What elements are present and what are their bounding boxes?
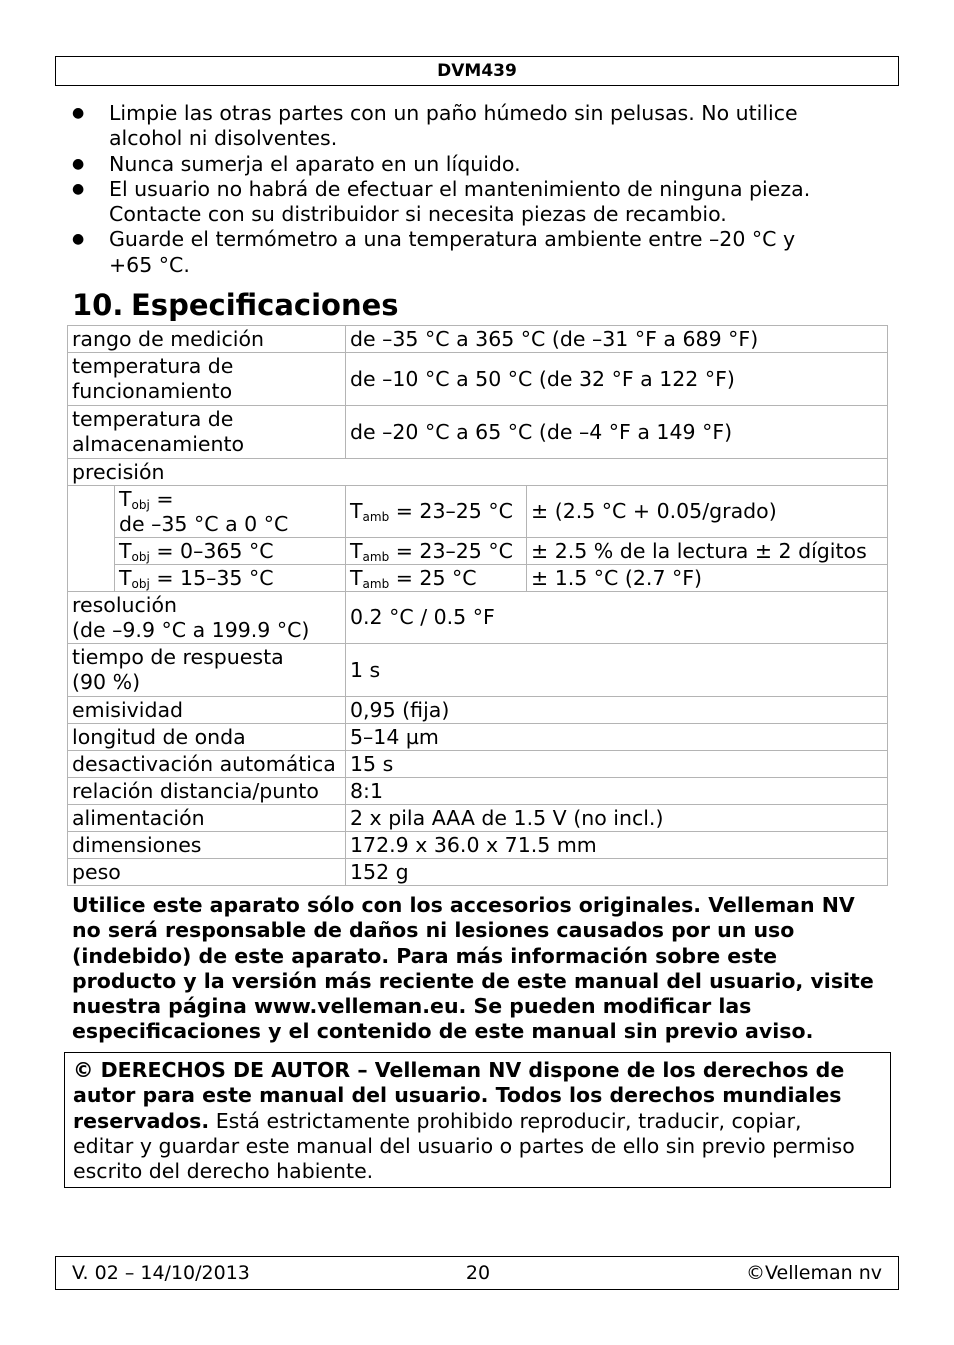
note-line: no será responsable de daños ni lesiones causados por un uso (72, 918, 795, 943)
t-symbol: T (119, 486, 132, 511)
version-date: V. 02 – 14/10/2013 (72, 1262, 250, 1284)
table-row (68, 538, 888, 565)
condition-text: = 23–25 °C (389, 538, 513, 563)
spec-value: 2 x pila AAA de 1.5 V (no incl.) (346, 805, 888, 832)
condition-text: = 0–365 °C (149, 538, 274, 563)
spec-value: 15 s (346, 751, 888, 778)
list-item-line: El usuario no habrá de efectuar el mantenimiento de ninguna pieza. (109, 176, 811, 201)
spec-value: de –10 °C a 50 °C (de 32 °F a 122 °F) (346, 353, 888, 406)
spec-label: desactivación automática (68, 751, 346, 778)
spec-label (68, 644, 346, 697)
bullet-icon: ● (72, 231, 85, 248)
spec-value: de –20 °C a 65 °C (de –4 °F a 149 °F) (346, 406, 888, 459)
spec-label: rango de medición (68, 326, 346, 353)
table-row (68, 832, 888, 859)
precision-condition (115, 486, 346, 538)
condition-text: = 25 °C (389, 565, 477, 590)
copyright-line: editar y guardar este manual del usuario o partes de ello sin previo permiso (73, 1133, 855, 1158)
accuracy-value: ± 2.5 % de la lectura ± 2 dígitos (527, 538, 888, 565)
spec-label: emisividad (68, 697, 346, 724)
list-item-line: Contacte con su distribuidor si necesita piezas de recambio. (109, 202, 727, 227)
spec-label-line: funcionamiento (72, 379, 233, 403)
spec-label-line: temperatura de (72, 407, 234, 431)
spec-value: de –35 °C a 365 °C (de –31 °F a 689 °F) (346, 326, 888, 353)
list-item-line: Guarde el termómetro a una temperatura ambiente entre –20 °C y (109, 227, 796, 252)
spec-value: 0,95 (fija) (346, 697, 888, 724)
table-row (68, 326, 888, 353)
spec-value: 172.9 x 36.0 x 71.5 mm (346, 832, 888, 859)
t-symbol: T (119, 565, 132, 590)
copyright-line: autor para este manual del usuario. Todos los derechos mundiales (73, 1083, 842, 1108)
bullet-icon: ● (72, 180, 85, 197)
condition-text: = (149, 486, 174, 511)
list-item (72, 227, 852, 278)
spec-label-line: tiempo de respuesta (72, 645, 284, 669)
table-row (68, 778, 888, 805)
spec-label (68, 406, 346, 459)
table-row (68, 644, 888, 697)
condition-text: = 15–35 °C (149, 565, 274, 590)
table-row (68, 406, 888, 459)
section-title: Especificaciones (131, 288, 399, 322)
t-subscript: amb (362, 576, 390, 591)
copyright-line: reservados. (73, 1108, 210, 1133)
t-symbol: T (350, 565, 363, 590)
note-line: producto y la versión más reciente de este manual del usuario, visite (72, 968, 874, 993)
ambient-condition (346, 538, 527, 565)
spec-label (68, 592, 346, 644)
section-heading (72, 285, 399, 325)
list-item-line: Limpie las otras partes con un paño húmedo sin pelusas. No utilice (109, 101, 798, 125)
ambient-condition (346, 486, 527, 538)
t-subscript: obj (131, 549, 150, 564)
t-symbol: T (350, 499, 363, 523)
spec-label: longitud de onda (68, 724, 346, 751)
specifications-table (67, 325, 888, 886)
page-number: 20 (465, 1262, 491, 1284)
note-line: Utilice este aparato sólo con los accesorios originales. Velleman NV (72, 893, 855, 917)
precision-condition (115, 538, 346, 565)
list-item (72, 177, 852, 228)
indent-cell (68, 486, 115, 538)
spec-value: 152 g (346, 859, 888, 886)
spec-label-line: resolución (72, 592, 178, 617)
spec-label: dimensiones (68, 832, 346, 859)
condition-text: de –35 °C a 0 °C (119, 511, 289, 536)
table-row (68, 565, 888, 592)
t-subscript: obj (131, 497, 150, 512)
copyright-line: escrito del derecho habiente. (73, 1159, 374, 1184)
spec-label-line: almacenamiento (72, 432, 245, 456)
accuracy-value: ± (2.5 °C + 0.05/grado) (527, 486, 888, 538)
list-item (72, 152, 852, 177)
t-symbol: T (119, 538, 132, 563)
note-line: especificaciones y el contenido de este manual sin previo aviso. (72, 1019, 814, 1044)
indent-cell (68, 538, 115, 565)
list-item-line: alcohol ni disolventes. (109, 126, 338, 151)
copyright-line: Está estrictamente prohibido reproducir, traducir, copiar, (209, 1108, 802, 1133)
page-header (55, 56, 899, 86)
brand-copyright: ©Velleman nv (746, 1262, 882, 1284)
maintenance-list (72, 101, 852, 278)
table-row (68, 459, 888, 486)
table-row (68, 805, 888, 832)
spec-label-line: temperatura de (72, 354, 234, 378)
copyright-notice (64, 1052, 891, 1188)
ambient-condition (346, 565, 527, 592)
note-line: (indebido) de este aparato. Para más información sobre este (72, 943, 778, 968)
t-subscript: amb (362, 510, 390, 524)
spec-label (68, 353, 346, 406)
page-footer (55, 1256, 899, 1290)
spec-value: 5–14 µm (346, 724, 888, 751)
spec-label: relación distancia/punto (68, 778, 346, 805)
t-subscript: obj (131, 576, 150, 591)
spec-value: 1 s (346, 644, 888, 697)
table-row (68, 859, 888, 886)
table-row (68, 697, 888, 724)
copyright-line: © DERECHOS DE AUTOR – Velleman NV dispone de los derechos de (73, 1058, 845, 1082)
spec-label: alimentación (68, 805, 346, 832)
t-symbol: T (350, 538, 363, 563)
table-row (68, 751, 888, 778)
spec-value: 8:1 (346, 778, 888, 805)
accuracy-value: ± 1.5 °C (2.7 °F) (527, 565, 888, 592)
spec-value: 0.2 °C / 0.5 °F (346, 592, 888, 644)
list-item-line: Nunca sumerja el aparato en un líquido. (109, 151, 521, 176)
table-row (68, 353, 888, 406)
usage-note (72, 893, 892, 1045)
spec-label-line: (90 %) (72, 670, 141, 694)
note-line: nuestra página www.velleman.eu. Se pueden modificar las (72, 994, 752, 1019)
list-item-line: +65 °C. (109, 252, 190, 277)
bullet-icon: ● (72, 155, 85, 172)
precision-condition (115, 565, 346, 592)
bullet-icon: ● (72, 105, 85, 121)
list-item (72, 101, 852, 152)
t-subscript: amb (362, 549, 390, 564)
spec-label: peso (68, 859, 346, 886)
condition-text: = 23–25 °C (389, 499, 513, 523)
indent-cell (68, 565, 115, 592)
spec-label-line: (de –9.9 °C a 199.9 °C) (72, 617, 310, 642)
spec-label: precisión (68, 459, 888, 486)
table-row (68, 724, 888, 751)
model-name: DVM439 (437, 61, 517, 81)
table-row (68, 486, 888, 538)
table-row (68, 592, 888, 644)
section-number: 10. (72, 288, 124, 322)
